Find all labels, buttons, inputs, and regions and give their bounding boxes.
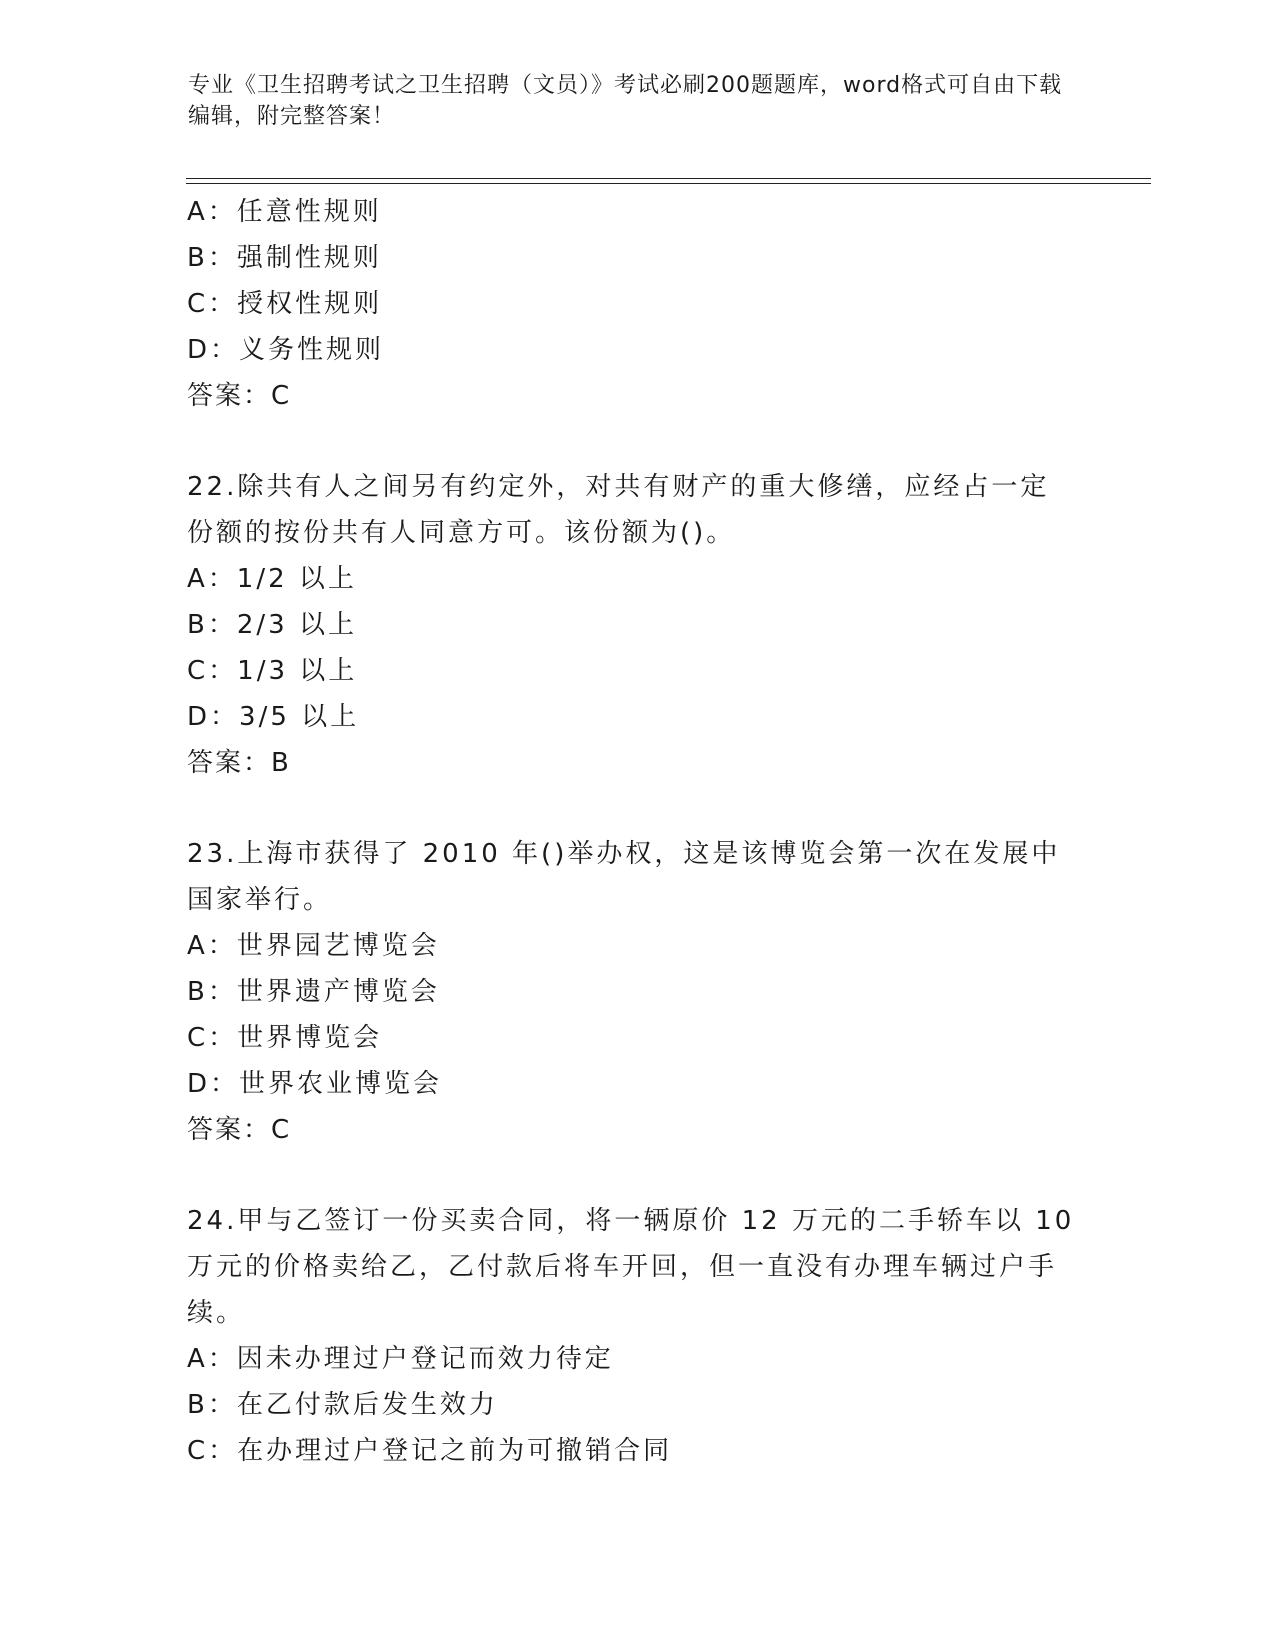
option-d: D：3/5 以上	[187, 702, 360, 732]
option-b: B：2/3 以上	[187, 610, 357, 640]
option-a: A：因未办理过户登记而效力待定	[187, 1344, 614, 1374]
option-d: D：世界农业博览会	[187, 1069, 443, 1099]
option-c: C：授权性规则	[187, 289, 383, 319]
answer-line: 答案：C	[187, 381, 292, 411]
answer-line: 答案：B	[187, 748, 291, 778]
answer-line: 答案：C	[187, 1115, 292, 1145]
option-c: C：世界博览会	[187, 1023, 383, 1053]
question-stem: 24.甲与乙签订一份买卖合同，将一辆原价 12 万元的二手轿车以 10 万元的价格卖给乙，乙付款后将车开回，但一直没有办理车辆过户手续。	[187, 1206, 1075, 1328]
option-a: A：任意性规则	[187, 197, 382, 227]
question-stem: 22.除共有人之间另有约定外，对共有财产的重大修缮，应经占一定份额的按份共有人同意方可。该份额为()。	[187, 472, 1050, 548]
question-24	[187, 1198, 1087, 1474]
document-header: 专业《卫生招聘考试之卫生招聘（文员）》考试必刷200题题库，word格式可自由下载编辑，附完整答案！	[188, 73, 1063, 129]
question-23	[187, 831, 1087, 1153]
question-21-fragment	[187, 189, 1087, 419]
option-c: C：1/3 以上	[187, 656, 358, 686]
header-divider-bottom	[186, 183, 1151, 184]
question-list	[187, 189, 1087, 1474]
question-stem: 23.上海市获得了 2010 年()举办权，这是该博览会第一次在发展中国家举行。	[187, 839, 1061, 915]
option-a: A：1/2 以上	[187, 564, 357, 594]
question-22	[187, 464, 1087, 786]
option-b: B：在乙付款后发生效力	[187, 1390, 498, 1420]
option-b: B：强制性规则	[187, 243, 382, 273]
option-c: C：在办理过户登记之前为可撤销合同	[187, 1436, 673, 1466]
option-a: A：世界园艺博览会	[187, 931, 440, 961]
option-d: D：义务性规则	[187, 335, 385, 365]
header-divider-top	[186, 178, 1151, 179]
option-b: B：世界遗产博览会	[187, 977, 440, 1007]
